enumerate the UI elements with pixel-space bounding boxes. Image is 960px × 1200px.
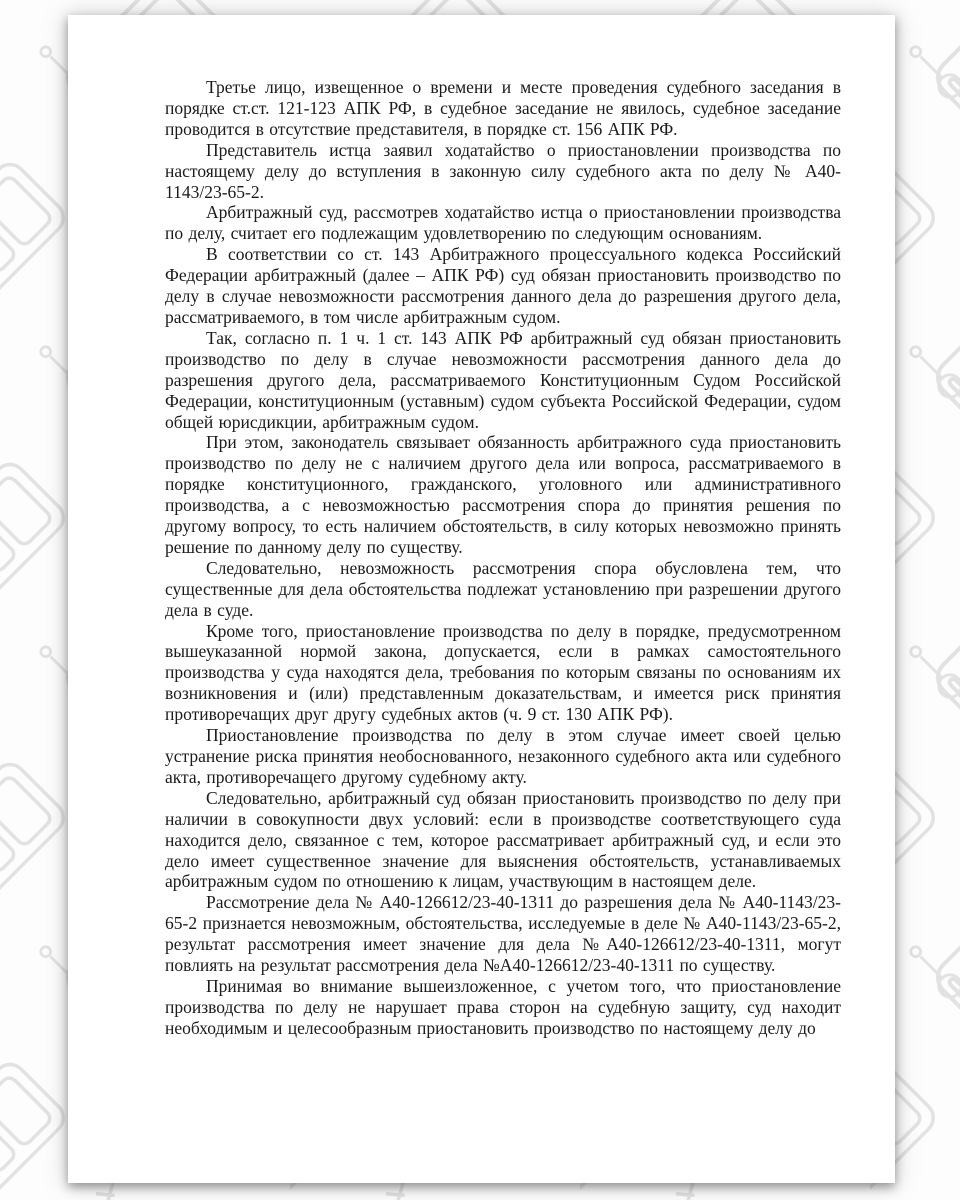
paragraph: Следовательно, арбитражный суд обязан приостановить производство по делу при наличии в совокупности двух условий: если в производстве соответствующего суда находится дело, связанное с тем, которое рассматривает арбитражный суд, и если это дело имеет существенное значение для выяснения обстоятельств, устанавливаемых арбитражным судом по отношению к лицам, участвующим в настоящем деле. (165, 787, 841, 892)
paragraph: При этом, законодатель связывает обязанность арбитражного суда приостановить производство по делу не с наличием другого дела или вопроса, рассматриваемого в порядке конституционного, гражданского, уголовного или административного производства, а с невозможностью рассмотрения спора до принятия решения по другому вопросу, то есть наличием обстоятельств, в силу которых невозможно принять решение по данному делу по существу. (165, 432, 841, 557)
paragraph: Рассмотрение дела № А40-126612/23-40-1311 до разрешения дела № А40-1143/23-65-2 признается невозможным, обстоятельства, исследуемые в деле № А40-1143/23-65-2, результат рассмотрения имеет значение для дела №А40-126612/23-40-1311, могут повлиять на результат рассмотрения дела №А40-126612/23-40-1311 по существу. (165, 892, 841, 976)
paragraph: Приостановление производства по делу в этом случае имеет своей целью устранение риска принятия необоснованного, незаконного судебного акта или судебного акта, противоречащего другому судебному акту. (165, 725, 841, 787)
paragraph: В соответствии со ст. 143 Арбитражного процессуального кодекса Российский Федерации арбитражный (далее – АПК РФ) суд обязан приостановить производство по делу в случае невозможности рассмотрения данного дела до разрешения другого дела, рассматриваемого, в том числе арбитражным судом. (165, 244, 841, 327)
paragraph: Представитель истца заявил ходатайство о приостановлении производства по настоящему делу до вступления в законную силу судебного акта по делу № А40-1143/23-65-2. (165, 139, 841, 202)
paragraph: Третье лицо, извещенное о времени и месте проведения судебного заседания в порядке ст.ст. 121-123 АПК РФ, в судебное заседание не явилось, судебное заседание проводится в отсутствие представителя, в порядке ст. 156 АПК РФ. (165, 77, 841, 139)
paragraph: Арбитражный суд, рассмотрев ходатайство истца о приостановлении производства по делу, считает его подлежащим удовлетворению по следующим основаниям. (165, 202, 841, 244)
document-text (68, 15, 895, 1183)
document-page (68, 15, 895, 1183)
paragraph: Кроме того, приостановление производства по делу в порядке, предусмотренном вышеуказанной нормой закона, допускается, если в рамках самостоятельного производства у суда находятся дела, требования по которым связаны по основаниям их возникновения и (или) представленным доказательствам, и имеется риск принятия противоречащих друг другу судебных актов (ч. 9 ст. 130 АПК РФ). (165, 620, 841, 725)
paragraph: Следовательно, невозможность рассмотрения спора обусловлена тем, что существенные для дела обстоятельства подлежат установлению при разрешении другого дела в суде. (165, 557, 841, 620)
paragraph: Принимая во внимание вышеизложенное, с учетом того, что приостановление производства по делу не нарушает права сторон на судебную защиту, суд находит необходимым и целесообразным приостановить производство по настоящему делу до (165, 975, 841, 1038)
paragraph: Так, согласно п. 1 ч. 1 ст. 143 АПК РФ арбитражный суд обязан приостановить производство по делу в случае невозможности рассмотрения данного дела до разрешения другого дела, рассматриваемого Конституционным Судом Российской Федерации, конституционным (уставным) судом субъекта Российской Федерации, судом общей юрисдикции, арбитражным судом. (165, 327, 841, 432)
